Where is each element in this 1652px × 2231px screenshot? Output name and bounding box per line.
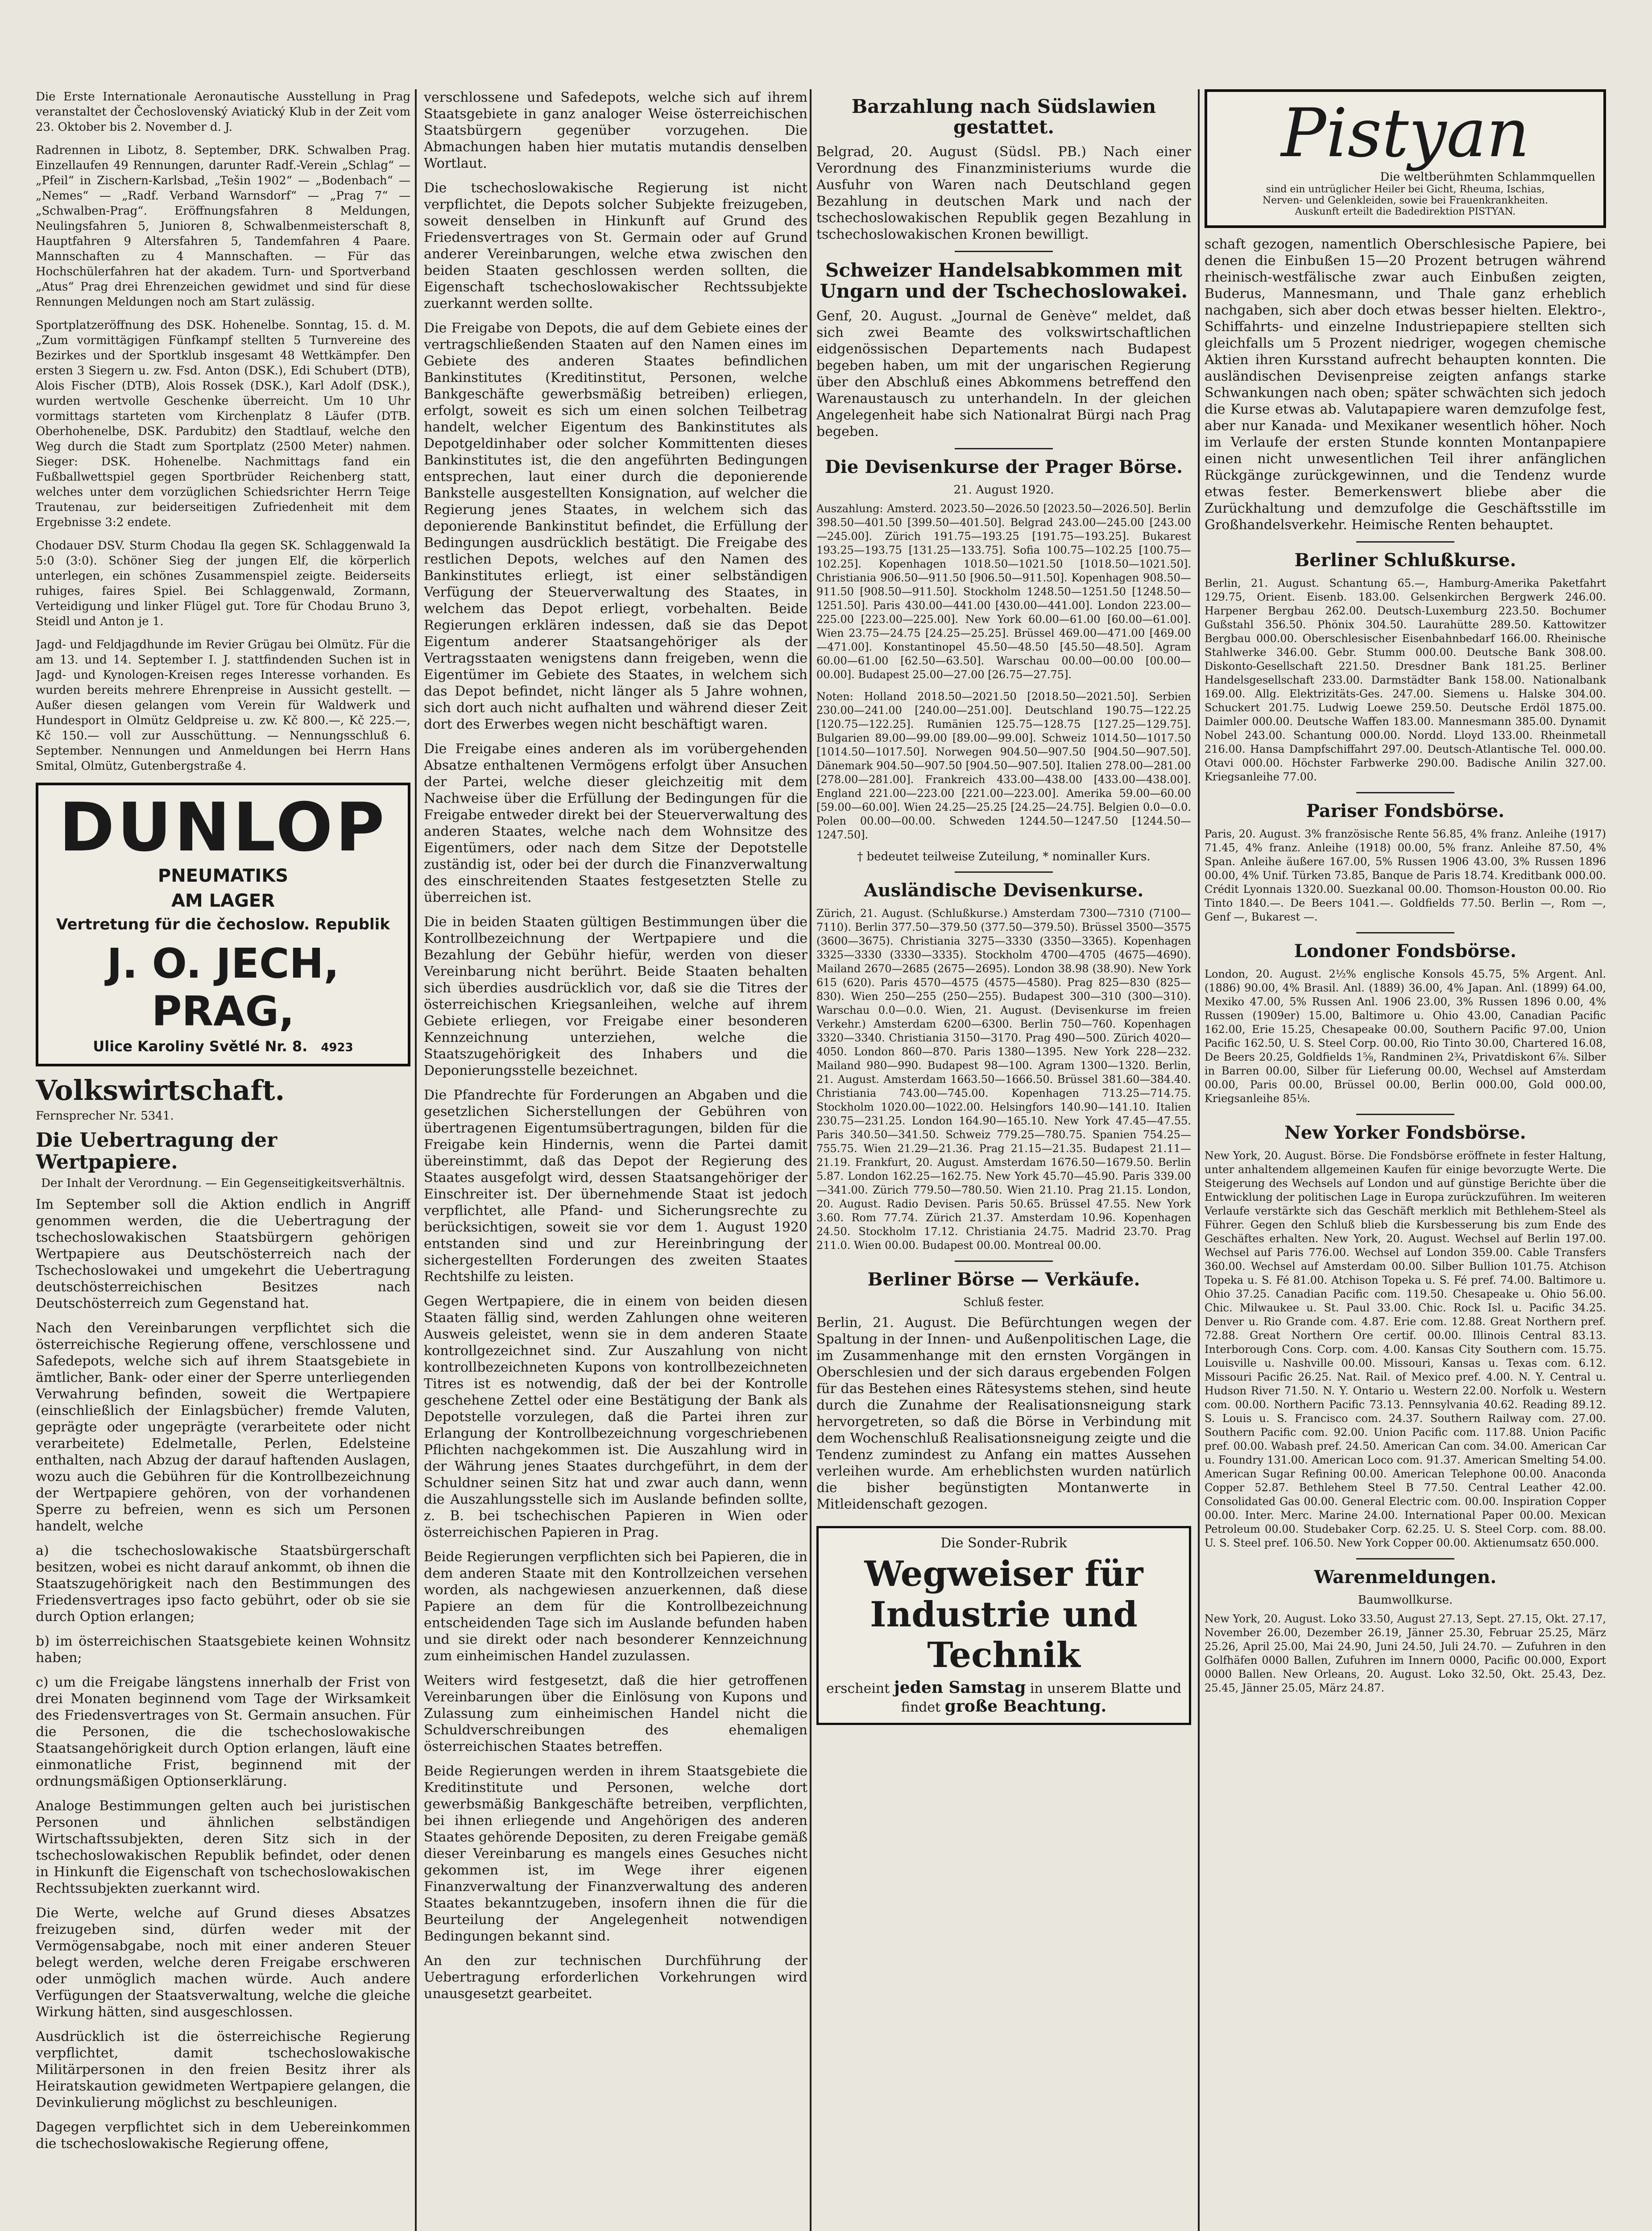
exchange-rates: Auszahlung: Amsterd. 2023.50—2026.50 [2023.50—2026.50]. Berlin 398.50—401.50 [399.50—401.50]. Belgrad 243.00—245.00 [243.00—245.00]. Zürich 191.75—193.25 [191.75—193.25]. Bukarest 193.25—193.75 [131.25—133.75]. Sofia 100.75—102.25 [100.75—102.25]. Kopenhagen 1018.50—1021.50 [1018.50—1021.50]. Christiania 906.50—911.50 [906.50—911.50]. Kopenhagen 908.50—911.50 [908.50—911.50]. Stockholm 1248.50—1251.50 [1248.50—1251.50]. Paris 430.00—441.00 [430.00—441.00]. London 223.00—225.00 [223.00—225.00]. New York 60.00—61.00 [60.00—61.00]. Wien 23.75—24.75 [24.25—25.25]. Brüssel 469.00—471.00 [469.00—471.00]. Konstantinopel 45.50—48.50 [45.50—48.50]. Agram 60.00—61.00 [62.50—63.50]. Warschau 00.00—00.00 [00.00—00.00]. Budapest 25.00—27.00 [26.75—27.75]. (816, 502, 1191, 681)
stock-quotes: London, 20. August. 2½% englische Konsols 45.75, 5% Argent. Anl. (1886) 90.00, 4% Brasil. Anl. (1889) 36.00, 4% Japan. Anl. (1899) 64.00, Mexiko 47.00, 5% Russen Anl. 1906 23.00, 3% Russen 1896 0.00, 4% Russen (1909er) 15.00, Baltimore u. Ohio 43.00, Canadian Pacific 162.00, Erie 15.25, Chesapeake 00.00, Southern Pacific 97.00, Union Pacific 162.50, U. S. Steel Corp. 00.00, Rio Tinto 30.00, Chartered 16.08, De Beers 20.25, Goldfields 1⅝, Randminen 2¾, Privatdiskont 6⅞. Silber in Barren 00.00, Silber für Lieferung 00.00, Wechsel auf Amsterdam 00.00, Paris 00.00, Brüssel 00.00, Berlin 000.00, Gold 000.00, Kriegsanleihe 85⅛. (1205, 968, 1606, 1105)
article-subhead: Baumwollkurse. (1358, 1593, 1453, 1607)
column-2 (424, 89, 807, 2231)
dateline: 21. August 1920. (953, 483, 1054, 497)
article-paragraph: Die tschechoslowakische Regierung ist nicht verpflichtet, die Depots solcher Subjekte freizugeben, soweit denselben in Hinkunft auf Grund des Friedensvertrages von St. Germain oder auf Grund anderer Vereinbarungen, welche etwa zwischen den beiden Staaten geschlossen werden sollten, die Eigenschaft tschechoslowakischer Rechtssubjekte zuerkannt werden sollte. (424, 180, 807, 311)
article-paragraph: Die Pfandrechte für Forderungen an Abgaben und die gesetzlichen Sicherstellungen der Gebühren von übertragenen Eigentumsübertragungen, bilden für die Freigabe kein Hindernis, wenn die Partei damit übereinstimmt, daß das Depot der Regierung des Staates ausgefolgt wird, dessen Staatsangehöriger der Einschreiter ist. Der übernehmende Staat ist jedoch verpflichtet, alle Pfand- und Sicherungsrechte zu berücksichtigen, soweit sie vor dem 1. August 1920 entstanden sind und zur Hereinbringung der sichergestellten Forderungen des zweiten Staates Rechtshilfe zu leisten. (424, 1087, 807, 1285)
ad-text-bold: große Beachtung. (944, 1696, 1107, 1716)
article-subhead: Der Inhalt der Verordnung. — Ein Gegenseitigkeitsverhältnis. (41, 1176, 405, 1190)
article-headline: Die Devisenkurse der Prager Börse. (824, 456, 1183, 477)
article-paragraph: b) im österreichischen Staatsgebiete keinen Wohnsitz haben; (36, 1633, 410, 1666)
article-paragraph: An den zur technischen Durchführung der Uebertragung erforderlichen Vorkehrungen wird unausgesetzt gearbeitet. (424, 1953, 807, 2002)
separator (1356, 792, 1454, 793)
ad-text: in unserem Blatte und findet (901, 1680, 1182, 1715)
article-headline: Ausländische Devisenkurse. (864, 879, 1144, 901)
article-paragraph: Die Freigabe von Depots, die auf dem Gebiete eines der vertragschließenden Staaten auf den Namen eines im Gebiete des anderen Staates befindlichen Bankinstitutes (Kreditinstitut, Personen, welche Bankgeschäfte gewerbsmäßig betreiben) erliegen, erfolgt, soweit es sich um einen solchen Teilbetrag handelt, welcher Eigentum des Bankinstitutes als Depotgeldinhaber oder solcher Kommittenten dieses Bankinstitutes ist, die den angeführten Bedingungen entsprechen, laut einer durch die deponierende Bankstelle ausgestellten Konsignation, auf welcher die Regierung jenes Staates, in welchem sich das deponierende Bankinstitut befindet, die Erfüllung der Bedingungen ausdrücklich bestätigt. Die Freigabe des restlichen Depots, welches auf den Namen des Bankinstitutes erliegt, ist einer selbständigen Verfügung der Steuerverwaltung des Staates, in welchem das Depot erliegt, vorbehalten. Beide Regierungen erklären indessen, daß sie das Depot Eigentum anderer Staatsangehöriger als der Vertragsstaaten wenigstens dann freigeben, wenn die Eigentümer im Gebiete des Staates, in welchem sich das Depot befindet, nicht länger als 5 Jahre wohnen, sich dort auch nicht aufhalten und während dieser Zeit dort des Erwerbes wegen nicht beschäftigt waren. (424, 320, 807, 732)
ad-line (826, 1678, 1182, 1716)
article-paragraph: verschlossene und Safedepots, welche sich auf ihrem Staatsgebiete in ganz analoger Weise österreichischen Staatsbürgern gegenüber vorzugehen. Die Abmachungen haben hier mutatis mutandis denselben Wortlaut. (424, 90, 807, 171)
stock-quotes: New York, 20. August. Börse. Die Fondsbörse eröffnete in fester Haltung, unter anhaltendem allgemeinen Kaufen für einige bevorzugte Werte. Die Steigerung des Wechsels auf London und auf günstige Berichte über die Entwicklung der politischen Lage in Europa zurückzuführen. Im weiteren Verlaufe verstärkte sich das Geschäft merklich mit Bethlehem-Steel als Führer. Gegen den Schluß blieb die Kursbesserung bis zum Ende des Geschäftes erhalten. New York, 20. August. Wechsel auf Berlin 197.00. Wechsel auf Paris 776.00. Wechsel auf London 359.00. Cable Transfers 360.00. Wechsel auf Amsterdam 00.00. Silber Bullion 101.75. Atchison Topeka u. S. Fé 81.00. Atchison Topeka u. S. Fé pref. 74.00. Baltimore u. Ohio 37.25. Canadian Pacific com. 119.50. Chesapeake u. Ohio 56.00. Chic. Milwaukee u. St. Paul 33.00. Chic. Rock Isl. u. Pacific 34.25. Denver u. Rio Grande com. 4.87. Erie com. 12.88. Great Northern pref. 72.88. Great Northern Ore certif. 00.00. Illinois Central 83.13. Interborough Cons. Corp. com. 4.00. Kansas City Southern com. 15.75. Louisville u. Nashville 00.00. Missouri, Kansas u. Texas com. 6.12. Missouri Pacific 26.25. Nat. Rail. of Mexico pref. 4.00. N. Y. Central u. Hudson River 71.50. N. Y. Ontario u. Western 22.00. Norfolk u. Western com. 00.00. Northern Pacific 73.13. Pennsylvania 40.62. Reading 89.12. S. Louis u. S. Francisco com. 24.37. Southern Railway com. 27.00. Southern Pacific com. 92.00. Union Pacific com. 117.88. Union Pacific pref. 00.00. Wabash pref. 24.50. American Can com. 34.00. American Car u. Foundry 131.00. American Loco com. 91.37. American Smelting 54.00. American Sugar Refining 00.00. American Telephone 00.00. Anaconda Copper 52.87. Bethlehem Steel B 77.50. Central Leather 42.00. Consolidated Gas 00.00. General Electric com. 00.00. Inspiration Copper 00.00. Inter. Merc. Marine 24.00. International Paper 00.00. Mexican Petroleum 00.00. Studebaker Corp. 62.25. U. S. Steel Corp. com. 88.00. U. S. Steel pref. 106.50. New York Copper 00.00. Aktienumsatz 650.000. (1205, 1149, 1606, 1549)
news-paragraph: Jagd- und Feldjagdhunde im Revier Grügau bei Olmütz. Für die am 13. und 14. September I. J. stattfindenden Suchen ist in Jagd- und Kynologen-Kreisen reges Interesse vorhanden. Es wurden bereits mehrere Ehrenpreise in Aussicht gestellt. — Außer diesen gelangen vom Verein für Waldwerk und Hundesport in Olmütz Geldpreise u. zw. Kč 800.—, Kč 225.—, Kč 150.— voll zur Ausschüttung. — Nennungsschluß 6. September. Nennungen und Anmeldungen bei Herrn Hans Smital, Olmütz, Gutenbergstraße 4. (36, 638, 410, 773)
article-paragraph: Die in beiden Staaten gültigen Bestimmungen über die Kontrollbezeichnung der Wertpapiere und die Bezahlung der Gebühr hiefür, werden von dieser Vereinbarung nicht berührt. Beide Staaten behalten sich überdies ausdrücklich vor, daß sie die Titres der österreichischen Kriegsanleihen, welche auf ihrem Gebiete erliegen, vor Freigabe einer besonderen Kennzeichnung unterziehen, welche die Staatszugehörigkeit des Inhabers und die Deponierungsstelle bezeichnet. (424, 914, 807, 1078)
separator (1356, 932, 1454, 933)
article-paragraph: Ausdrücklich ist die österreichische Regierung verpflichtet, damit tschechoslowakische Militärpersonen in den freien Besitz ihrer als Heiratskaution gewidmeten Wertpapiere gelangen, die Devinkulierung möglichst zu beschleunigen. (36, 2028, 410, 2111)
separator (955, 871, 1053, 873)
article-paragraph: Im September soll die Aktion endlich in Angriff genommen werden, die die Uebertragung der tschechoslowakischen Staatsbürgern gehörigen Wertpapiere aus Deutschösterreich nach der Tschechoslowakei und umgekehrt die Uebertragung deutschösterreichischen Besitzes nach Deutschösterreich zum Gegenstand hat. (36, 1196, 410, 1311)
ad-title: Pistyan (1281, 95, 1530, 172)
article-subhead: Schluß fester. (963, 1295, 1044, 1309)
article-headline: Pariser Fondsbörse. (1306, 800, 1505, 821)
stock-quotes: Berlin, 21. August. Schantung 65.—, Hamburg-Amerika Paketfahrt 129.75, Orient. Eisenb. 183.00. Gelsenkirchen Bergwerk 246.00. Harpener Bergbau 262.00. Deutsch-Luxemburg 223.50. Bochumer Gußstahl 356.50. Phönix 304.50. Laurahütte 289.50. Kattowitzer Bergbau 000.00. Oberschlesischer Eisenbahnbedarf 166.00. Rheinische Stahlwerke 346.00. Gebr. Stumm 000.00. Deutsche Bank 308.00. Diskonto-Gesellschaft 221.50. Dresdner Bank 181.25. Berliner Handelsgesellschaft 233.00. Darmstädter Bank 158.00. Nationalbank 169.00. Allg. Elektrizitäts-Ges. 247.00. Siemens u. Halske 304.00. Schuckert 201.75. Ludwig Loewe 259.50. Deutsche Erdöl 1875.00. Daimler 000.00. Deutsche Waffen 183.00. Mannesmann 385.00. Dynamit Nobel 243.00. Schantung 000.00. Nordd. Lloyd 133.00. Rheinmetall 216.00. Hansa Dampfschiffahrt 297.00. Deutsch-Atlantische Tel. 000.00. Otavi 000.00. Höchster Farbwerke 290.00. Badische Anilin 327.00. Kriegsanleihe 77.00. (1205, 577, 1606, 783)
footnote: † bedeutet teilweise Zuteilung, * nominaller Kurs. (857, 850, 1151, 863)
commodity-quotes: New York, 20. August. Loko 33.50, August 27.13, Sept. 27.15, Okt. 27.17, November 26.00, Dezember 26.19, Jänner 25.30, Februar 25.25, März 25.26, April 25.00, Mai 24.90, Juni 24.50, Juli 24.70. — Zufuhren in den Golfhäfen 0000 Ballen, Zufuhren im Innern 0000, Pacific 00.000, Export 0000 Ballen. New Orleans, 20. August. Loko 32.50, Okt. 25.43, Dez. 25.45, Jänner 25.05, März 24.87. (1205, 1613, 1606, 1694)
article-paragraph: Nach den Vereinbarungen verpflichtet sich die österreichische Regierung offene, verschlossene und Safedepots, welche sich auf ihrem Staatsgebiete in ämtlicher, Bank- oder einer der Sperre unterliegenden Verwahrung befinden, soweit die Wertpapiere (einschließlich der Einlagsbücher) fremde Valuten, geprägte oder ungeprägte (verarbeitete oder nicht verarbeitete) Edelmetalle, Perlen, Edelsteine enthalten, nach Abzug der darauf haftenden Auslagen, wozu auch die Gebühren für die Kontrollbezeichnung der Wertpapiere gehören, von der vorhandenen Sperre zu befreien, wenn es sich um Personen handelt, welche (36, 1320, 410, 1534)
news-paragraph: Die Erste Internationale Aeronautische Ausstellung in Prag veranstaltet der Čechoslovenský Aviatický Klub in der Zeit vom 23. Oktober bis 2. November d. J. (36, 90, 410, 134)
article-paragraph: Genf, 20. August. „Journal de Genève“ meldet, daß sich zwei Beamte des volkswirtschaftlichen eidgenössischen Departements nach Budapest begeben haben, um mit der ungarischen Regierung über den Abschluß eines Abkommens betreffend den Warenaustausch zu unterhandeln. In der gleichen Angelegenheit habe sich Nationalrat Bürgi nach Prag begeben. (816, 308, 1191, 440)
ad-title: Wegweiser für Industrie und Technik (864, 1553, 1143, 1675)
separator (955, 1261, 1053, 1262)
ad-line: PNEUMATIKS (157, 866, 289, 886)
ad-line: Nerven- und Gelenkleiden, sowie bei Frauenkrankheiten. (1262, 195, 1548, 206)
separator (955, 251, 1053, 252)
column-divider (415, 89, 417, 2231)
separator (955, 448, 1053, 449)
ad-line: Die weltberühmten Schlammquellen (1380, 170, 1595, 184)
article-headline: Berliner Börse — Verkäufe. (867, 1269, 1140, 1290)
separator (1356, 1114, 1454, 1115)
separator (1356, 1558, 1454, 1559)
exchange-notes: Noten: Holland 2018.50—2021.50 [2018.50—2021.50]. Serbien 230.00—241.00 [240.00—251.00]. Deutschland 190.75—122.25 [120.75—122.25]. Rumänien 125.75—128.75 [127.25—129.75]. Bulgarien 89.00—99.00 [89.00—99.00]. Schweiz 1014.50—1017.50 [1014.50—1017.50]. Norwegen 904.50—907.50 [904.50—907.50]. Dänemark 904.50—907.50 [904.50—907.50]. Italien 278.00—281.00 [278.00—281.00]. Frankreich 433.00—438.00 [433.00—438.00]. England 221.00—223.00 [221.00—223.00]. Amerika 59.00—60.00 [59.00—60.00]. Wien 24.25—25.25 [24.25—24.75]. Belgien 0.0—0.0. Polen 00.00—00.00. Schweden 1244.50—1247.50 [1244.50—1247.50]. (816, 690, 1191, 841)
article-paragraph: Beide Regierungen werden in ihrem Staatsgebiete die Kreditinstitute und Personen, welche dort gewerbsmäßig Bankgeschäfte betreiben, verpflichten, bei ihnen erliegende und Angehörigen des anderen Staates gehörende Depositen, zu deren Freigabe gemäß dieser Vereinbarung es mangels eines Gesuches nicht gekommen ist, im Wege ihrer eigenen Finanzverwaltung der Finanzverwaltung des anderen Staates bekanntzugeben, insofern ihnen die für die Beurteilung der Angelegenheit notwendigen Bedingungen bekannt sind. (424, 1763, 807, 1944)
ad-line: sind ein untrüglicher Heiler bei Gicht, Rheuma, Ischias, (1266, 184, 1545, 195)
column-3 (816, 89, 1191, 2231)
column-4 (1205, 89, 1606, 2231)
ad-address (47, 1038, 399, 1055)
article-headline: Barzahlung nach Südslawien gestattet. (851, 95, 1156, 138)
article-paragraph: c) um die Freigabe längstens innerhalb der Frist von drei Monaten beginnend vom Tage der Wirksamkeit des Friedensvertrages von St. Germain ansuchen. Für die Personen, die die tschechoslowakische Staatsangehörigkeit durch Option erlangen, läuft eine einmonatliche Frist, beginnend mit der ordnungsmäßigen Optionserklärung. (36, 1674, 410, 1789)
article-paragraph: Beide Regierungen verpflichten sich bei Papieren, die in dem anderen Staate mit den Kontrollzeichen versehen worden, als nachgewiesen anzuerkennen, daß diese Papiere an dem für die Kontrollbezeichnung entscheidenden Tage sich im Auslande befunden haben und sie direkt oder nach besonderer Kennzeichnung zum einheimischen Handel zuzulassen. (424, 1549, 807, 1664)
ad-company: J. O. JECH, PRAG, (107, 940, 340, 1035)
article-paragraph: a) die tschechoslowakische Staatsbürgerschaft besitzen, wobei es nicht darauf ankommt, ob ihnen die Staatszugehörigkeit nach den Bestimmungen des Friedensvertrages ipso facto gebührt, oder ob sie sie durch Option erlangen; (36, 1543, 410, 1625)
article-headline: Berliner Schlußkurse. (1294, 550, 1516, 571)
news-paragraph: Chodauer DSV. Sturm Chodau Ila gegen SK. Schlaggenwald Ia 5:0 (3:0). Schöner Sieg der jungen Elf, die körperlich unterlegen, ein schönes Zusammenspiel zeigte. Beiderseits ruhiges, faires Spiel. Bei Schlaggenwald, Zormann, Verteidigung und linker Flügel gut. Tore für Chodau Bruno 3, Steidl und Anton je 1. (36, 539, 410, 628)
column-divider (1198, 89, 1200, 2231)
column-divider (810, 89, 812, 2231)
ad-code: 4923 (321, 1041, 353, 1054)
article-paragraph: Belgrad, 20. August (Südsl. PB.) Nach einer Verordnung des Finanzministeriums wurde die Ausfuhr von Waren nach Deutschland gegen Bezahlung in deutschen Mark und nach der tschechoslowakischen Republik gegen Bezahlung in tschechoslowakischen Kronen bewilligt. (816, 144, 1191, 243)
article-paragraph: Analoge Bestimmungen gelten auch bei juristischen Personen und ähnlichen selbständigen Wirtschaftssubjekten, deren Sitz sich in der tschechoslowakischen Republik befindet, oder denen in Hinkunft die Eigenschaft von tschechoslowakischen Rechtssubjekten zuerkannt wird. (36, 1798, 410, 1896)
article-paragraph: Dagegen verpflichtet sich in dem Uebereinkommen die tschechoslowakische Regierung offene, (36, 2119, 410, 2152)
dunlop-logo: DUNLOP (59, 789, 387, 867)
ad-line: AM LAGER (171, 891, 275, 911)
article-headline: Die Uebertragung der Wertpapiere. (36, 1129, 277, 1174)
wegweiser-advertisement (816, 1526, 1191, 1725)
ad-text: erscheint (826, 1680, 890, 1696)
article-paragraph: Die Werte, welche auf Grund dieses Absatzes freizugeben sind, dürfen weder mit der Vermögensabgabe, noch mit einer anderen Steuer belegt werden, welche deren Freigabe erschweren oder unmöglich machen würde. Auch andere Verfügungen der Staatsverwaltung, welche die gleiche Wirkung hätten, sind ausgeschlossen. (36, 1905, 410, 2020)
ad-text-bold: jeden Samstag (894, 1678, 1026, 1697)
article-paragraph: schaft gezogen, namentlich Oberschlesische Papiere, bei denen die Einbußen 15—20 Prozent betrugen während rheinisch-westfälische zwar auch Einbußen zeigten, Buderus, Mannesmann, und Thale ganz erheblich nachgaben, sich aber doch etwas besser hielten. Elektro-, Schiffahrts- und einzelne Industriepapiere stellten sich gleichfalls um 5 Prozent niedriger, wogegen chemische Aktien ihren Kursstand aufrecht behaupten konnten. Die ausländischen Devisenpreise zeigten anfangs starke Schwankungen nach oben; später schwächten sich jedoch die Kurse etwas ab. Valutapapiere waren demzufolge fest, aber nur Kanada- und Mexikaner wesentlich höher. Noch im Verlaufe der ersten Stunde konnten Montanpapiere einen nicht unwesentlichen Teil ihrer anfänglichen Rückgänge zurückgewinnen, und die Tendenz wurde etwas fester. Bemerkenswert bliebe aber die Zurückhaltung und demzufolge die Geschäftsstille im Großhandelsverkehr. Heimische Renten behauptet. (1205, 236, 1606, 533)
pistyan-advertisement (1205, 89, 1606, 228)
section-title: Volkswirtschaft. (36, 1074, 285, 1107)
article-paragraph: Weiters wird festgesetzt, daß die hier getroffenen Vereinbarungen über die Einlösung von Kupons und Zulassung zum einheimischen Handel nicht die Schuldverschreibungen des ehemaligen österreichischen Staates betreffen. (424, 1673, 807, 1754)
article-headline: Schweizer Handelsabkommen mit Ungarn und der Tschechoslowakei. (820, 259, 1188, 302)
separator (1356, 541, 1454, 543)
column-1 (36, 89, 410, 2231)
dunlop-advertisement (36, 783, 410, 1066)
article-paragraph: Berlin, 21. August. Die Befürchtungen wegen der Spaltung in der Innen- und Außenpolitischen Lage, die im Zusammenhange mit den ernsten Vorgängen in Oberschlesien und der sich daraus ergebenden Folgen für das Bestehen eines Rätesystems stehen, sind heute durch die Zunahme der Realisationsneigung stark hervorgetreten, so daß die Börse in Verbindung mit dem Wochenschluß Realisationsneigung zeigte und die Tendenz zumindest zu Anfang ein mattes Aussehen verleihen wurde. Am erheblichsten wurden natürlich die bisher begünstigten Montanwerte in Mitleidenschaft gezogen. (816, 1315, 1191, 1512)
ad-line: Auskunft erteilt die Badedirektion PISTYAN. (1295, 206, 1516, 217)
phone-line: Fernsprecher Nr. 5341. (36, 1109, 174, 1123)
article-paragraph: Die Freigabe eines anderen als im vorübergehenden Absatze enthaltenen Vermögens erfolgt über Ansuchen der Partei, welche dieser gleichzeitig mit dem Nachweise über die Erfüllung der Bedingungen für die Freigabe entweder direkt bei der Steuerverwaltung des anderen Staates, welche nach dem Wohnsitze des Eigentümers, oder nach dem Sitze der Depotstelle zuständig ist, oder bei der durch die Finanzverwaltung des einschreitenden Staates festgesetzten Stelle zu überreichen ist. (424, 741, 807, 905)
article-paragraph: Gegen Wertpapiere, die in einem von beiden diesen Staaten fällig sind, werden Zahlungen ohne weiteren Ausweis geleistet, wenn sie in dem anderen Staate kontrollgezeichnet sind. Zur Auszahlung von nicht kontrollbezeichneten Kupons von kontrollbezeichneten Titres ist es notwendig, daß der bei der Kontrolle geschehene Zettel oder eine Bestätigung der Bank als Depotstelle vorzulegen, daß die Partei ihren zur Erlangung der Kontrollbezeichnung vorgeschriebenen Pflichten nachgekommen ist. Die Auszahlung wird in der Währung jenes Staates durchgeführt, in dem der Schuldner seinen Sitz hat und zwar auch dann, wenn die Auszahlungsstelle sich im Auslande befinden sollte, z. B. bei tschechischen Papieren in Wien oder österreichischen Papieren in Prag. (424, 1294, 807, 1540)
article-headline: New Yorker Fondsbörse. (1284, 1122, 1526, 1143)
ad-address-text: Ulice Karoliny Světlé Nr. 8. (93, 1038, 308, 1055)
news-paragraph: Sportplatzeröffnung des DSK. Hohenelbe. Sonntag, 15. d. M. „Zum vormittägigen Fünfkampf stellten 5 Turnvereine des Bezirkes und der Sportklub insgesamt 48 Wettkämpfer. Den ersten 3 Siegern u. zw. Fsd. Anton (DSK.), Edi Schubert (DTB), Alois Fischer (DTB), Alois Rossek (DSK.), Karl Adolf (DSK.), wurden wertvolle Geschenke überreicht. Um 10 Uhr vormittags starteten vom Kirchenplatz 8 Läufer (DTB. Oberhohenelbe, DSK. Pardubitz) den Stadtlauf, welche den Weg durch die Stadt zum Sportplatz (2500 Meter) nahmen. Sieger: DSK. Hohenelbe. Nachmittags fand ein Fußballwettspiel gegen Sportbrüder Reichenberg statt, welches unter dem vorzüglichen Schiedsrichter Herrn Teige Trautenau, zur beiderseitigen Zufriedenheit mit dem Ergebnisse 3:2 endete. (36, 319, 410, 529)
article-headline: Warenmeldungen. (1314, 1567, 1497, 1588)
article-headline: Londoner Fondsbörse. (1294, 941, 1517, 962)
news-paragraph: Radrennen in Libotz, 8. September, DRK. Schwalben Prag. Einzellaufen 49 Rennungen, darunter Radf.-Verein „Schlag“ — „Pfeil“ in Zischern-Karlsbad, „Tešin 1902“ — „Bodenbach“ — „Nemes“ — „Radf. Verband Warnsdorf“ — „Prag 7“ — „Schwalben-Prag“. Eröffnungsfahren 8 Meldungen, Neulingsfahren 5, Junioren 8, Schwalbenmeisterschaft 8, Hauptfahren 9 Altersfahren 5, Tandemfahren 4 Paare. Mannschaften zu 4 Mannschaften. — Für das Hochschülerfahren hat der akadem. Turn- und Sportverband „Atus“ Prag drei Ehrenzeichen gewidmet und sind für diese Rennungen Meldungen noch am Start zulässig. (36, 144, 410, 309)
stock-quotes: Paris, 20. August. 3% französische Rente 56.85, 4% franz. Anleihe (1917) 71.45, 4% franz. Anleihe (1918) 00.00, 5% franz. Anleihe 87.50, 4% Span. Anleihe äußere 167.00, 5% Russen 1906 43.00, 3% Russen 1896 00.00, 4% Unif. Türken 73.85, Banque de Paris 18.74. Kreditbank 000.00. Crédit Lyonnais 1320.00. Suezkanal 00.00. Thomson-Houston 00.00. Rio Tinto 1840.—. De Beers 1041.—. Goldfields 77.50. Berlin —, Rom —, Genf —, Bukarest —. (1205, 828, 1606, 923)
exchange-rates: Zürich, 21. August. (Schlußkurse.) Amsterdam 7300—7310 (7100—7110). Berlin 377.50—379.50 (377.50—379.50). Brüssel 3500—3575 (3600—3675). Christiania 3275—3330 (3350—3365). Kopenhagen 3325—3330 (3330—3335). Stockholm 4700—4705 (4675—4690). Mailand 2670—2685 (2675—2695). London 38.98 (38.90). New York 615 (620). Paris 4570—4575 (4575—4580). Prag 825—830 (825—830). Wien 250—255 (250—255). Budapest 300—310 (300—310). Warschau 0.0—0.0. Wien, 21. August. (Devisenkurse im freien Verkehr.) Amsterdam 6200—6300. Berlin 750—760. Kopenhagen 3320—3340. Christiania 3150—3170. Prag 490—500. Zürich 4020—4050. London 860—870. Paris 1380—1395. New York 228—232. Mailand 980—990. Budapest 98—100. Agram 1300—1320. Berlin, 21. August. Amsterdam 1663.50—1666.50. Brüssel 381.60—384.40. Christiania 743.00—745.00. Kopenhagen 713.25—714.75. Stockholm 1020.00—1022.00. Helsingfors 140.90—141.10. Italien 230.75—231.25. London 164.90—165.10. New York 47.45—47.55. Paris 340.50—341.50. Schweiz 779.25—780.75. Spanien 754.25—755.75. Wien 21.29—21.36. Prag 21.15—21.35. Budapest 21.11—21.19. Frankfurt, 20. August. Amsterdam 1676.50—1679.50. Berlin 5.87. London 162.25—162.75. New York 45.70—45.90. Paris 339.00—341.00. Zürich 779.50—780.50. Wien 21.10. Prag 21.15. London, 20. August. Radio Devisen. Paris 50.65. Brüssel 47.55. New York 3.60. Rom 77.74. Zürich 21.37. Amsterdam 10.96. Kopenhagen 24.50. Stockholm 17.12. Christiania 24.75. Madrid 23.70. Prag 211.0. Wien 00.00. Budapest 00.00. Montreal 00.00. (816, 907, 1191, 1252)
ad-line: Vertretung für die čechoslow. Republik (56, 916, 390, 933)
ad-line: Die Sonder-Rubrik (940, 1535, 1067, 1551)
